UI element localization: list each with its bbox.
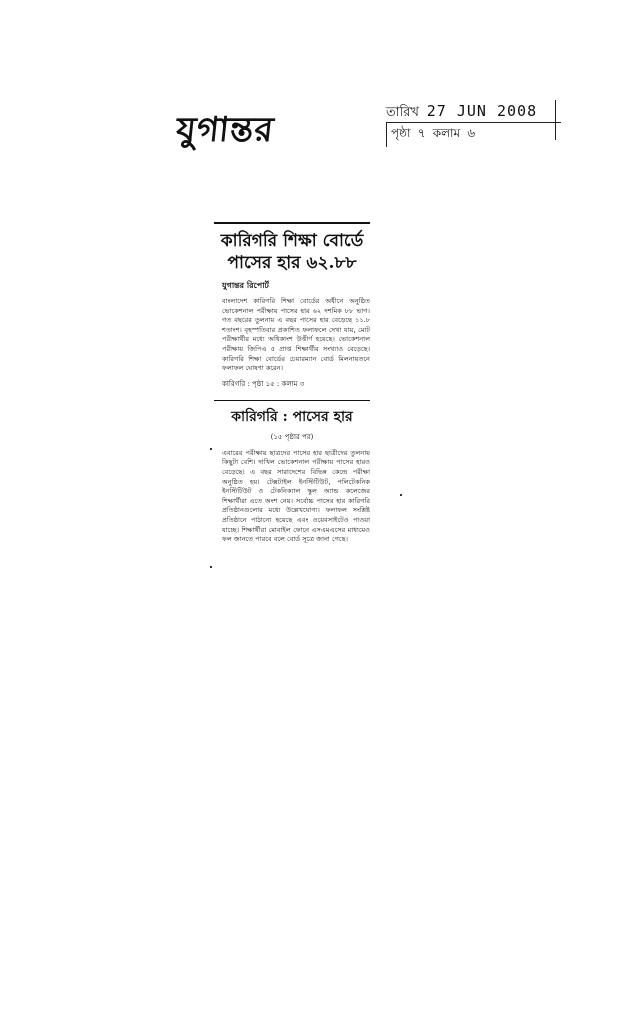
stamp-border (555, 100, 556, 140)
date-stamp (386, 100, 556, 150)
newspaper-masthead: যুগান্তর (174, 110, 277, 150)
continuation-note: (১৫ পৃষ্ঠার পর) (270, 432, 314, 441)
stamp-date-line (386, 102, 537, 124)
scan-speck (210, 448, 212, 450)
article-headline: কারিগরি শিক্ষা বোর্ডে পাসের হার ৬২.৮৮ (220, 231, 364, 273)
continuation-subhead: কারিগরি : পাসের হার (214, 400, 370, 429)
article-byline: যুগান্তর রিপোর্ট (222, 281, 269, 290)
stamp-page-column: পৃষ্ঠা ৭ কলাম ৬ (386, 122, 561, 147)
stamp-date-prefix: তারিখ (386, 105, 427, 120)
article-body: বাংলাদেশ কারিগরি শিক্ষা বোর্ডের অধীনে অনুষ্ঠিত ভোকেশনাল পরীক্ষায় পাসের হার ৬২ দশমিক ৮৮ ভাগ। গত বছরের তুলনায় এ বছর পাসের হার বেড়েছে ১১.৮ শতাংশ। বৃহস্পতিবার প্রকাশিত ফলাফলে দেখা যায়, মোট পরীক্ষার্থীর মধ্যে অধিকাংশ উত্তীর্ণ হয়েছে। ভোকেশনাল পরীক্ষায় জিপিএ ৫ প্রাপ্ত শিক্ষার্থীর সংখ্যাও বেড়েছে। কারিগরি শিক্ষা বোর্ডের চেয়ারম্যান বোর্ড মিলনায়তনে ফলাফল ঘোষণা করেন। (222, 297, 370, 373)
stamp-date: 27 JUN 2008 (426, 102, 538, 120)
news-clipping (214, 222, 370, 742)
continuation-section (214, 400, 370, 545)
scan-speck (210, 566, 212, 568)
scan-speck (400, 494, 402, 496)
top-rule (214, 222, 370, 224)
continued-note: কারিগরি : পৃষ্ঠা ১৫ : কলাম ৩ (222, 379, 305, 388)
continuation-body: এবারের পরীক্ষায় ছাত্রদের পাসের হার ছাত্রীদের তুলনায় কিছুটা বেশি। দাখিল ভোকেশনাল পরীক্ষায় পাসের হারও বেড়েছে। এ বছর সারাদেশের বিভিন্ন কেন্দ্রে পরীক্ষা অনুষ্ঠিত হয়। টেক্সটাইল ইনস্টিটিউট, পলিটেকনিক ইনস্টিটিউট ও টেকনিক্যাল স্কুল অ্যান্ড কলেজের শিক্ষার্থীরা এতে অংশ নেয়। সর্বোচ্চ পাসের হার কারিগরি প্রতিষ্ঠানগুলোর মধ্যে উল্লেখযোগ্য। ফলাফল সংশ্লিষ্ট প্রতিষ্ঠানে পাঠানো হয়েছে এবং ওয়েবসাইটেও পাওয়া যাচ্ছে। শিক্ষার্থীরা মোবাইল ফোনে এসএমএসের মাধ্যমেও ফল জানতে পারবে বলে বোর্ড সূত্রে জানা গেছে। (222, 448, 370, 544)
